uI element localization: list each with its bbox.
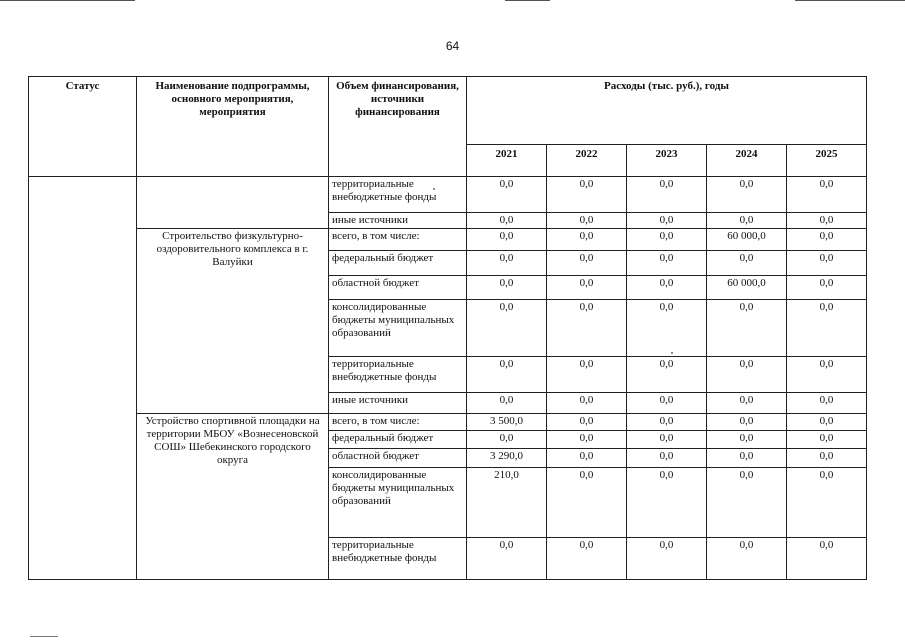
measure-name: Строительство физкультурно-оздоровительного комплекса в г. Валуйки — [137, 229, 329, 414]
source-cell: всего, в том числе: — [329, 229, 467, 251]
value-cell: 0,0 — [627, 449, 707, 468]
scan-top-rule — [0, 0, 135, 1]
value-cell: 0,0 — [707, 177, 787, 213]
value-cell: 0,0 — [787, 449, 867, 468]
value-cell: 0,0 — [787, 276, 867, 300]
source-cell: иные источники — [329, 213, 467, 229]
value-cell: 0,0 — [787, 177, 867, 213]
source-cell: территориальные внебюджетные фонды — [329, 177, 467, 213]
page-number: 64 — [445, 39, 460, 53]
value-cell: 0,0 — [547, 300, 627, 357]
value-cell: 0,0 — [627, 213, 707, 229]
value-cell: 0,0 — [627, 431, 707, 449]
header-year: 2024 — [707, 145, 787, 177]
value-cell: 0,0 — [707, 393, 787, 414]
value-cell: 0,0 — [547, 229, 627, 251]
table-row — [29, 414, 867, 431]
value-cell: 0,0 — [627, 357, 707, 393]
value-cell: 0,0 — [787, 357, 867, 393]
value-cell: 0,0 — [627, 276, 707, 300]
scan-top-rule — [505, 0, 550, 1]
value-cell: 0,0 — [547, 468, 627, 538]
source-cell: федеральный бюджет — [329, 251, 467, 276]
value-cell: 0,0 — [467, 431, 547, 449]
scan-top-rule — [795, 0, 905, 1]
value-cell: 0,0 — [467, 300, 547, 357]
value-cell: 0,0 — [787, 538, 867, 580]
header-volume: Объем финансирования, источники финансирования — [329, 77, 467, 177]
header-name: Наименование подпрограммы, основного мероприятия, мероприятия — [137, 77, 329, 177]
source-cell: всего, в том числе: — [329, 414, 467, 431]
header-year: 2022 — [547, 145, 627, 177]
scan-speck — [433, 188, 435, 190]
value-cell: 60 000,0 — [707, 229, 787, 251]
value-cell: 0,0 — [547, 414, 627, 431]
value-cell: 0,0 — [467, 276, 547, 300]
value-cell: 0,0 — [627, 393, 707, 414]
value-cell: 0,0 — [627, 251, 707, 276]
source-cell: территориальные внебюджетные фонды — [329, 357, 467, 393]
value-cell: 0,0 — [707, 357, 787, 393]
value-cell: 0,0 — [787, 229, 867, 251]
value-cell: 0,0 — [787, 393, 867, 414]
value-cell: 0,0 — [787, 213, 867, 229]
header-year: 2025 — [787, 145, 867, 177]
value-cell: 0,0 — [707, 213, 787, 229]
header-year: 2023 — [627, 145, 707, 177]
table-row — [29, 229, 867, 251]
source-cell: областной бюджет — [329, 276, 467, 300]
value-cell: 0,0 — [467, 251, 547, 276]
value-cell: 0,0 — [707, 300, 787, 357]
value-cell: 0,0 — [547, 431, 627, 449]
value-cell: 0,0 — [547, 251, 627, 276]
table-row — [29, 177, 867, 213]
value-cell: 0,0 — [467, 229, 547, 251]
value-cell: 0,0 — [547, 357, 627, 393]
value-cell: 0,0 — [467, 393, 547, 414]
value-cell: 0,0 — [787, 251, 867, 276]
value-cell: 0,0 — [467, 213, 547, 229]
value-cell: 0,0 — [787, 300, 867, 357]
source-cell: консолидированные бюджеты муниципальных образований — [329, 468, 467, 538]
value-cell: 0,0 — [467, 177, 547, 213]
value-cell: 0,0 — [787, 468, 867, 538]
value-cell: 0,0 — [547, 213, 627, 229]
value-cell: 0,0 — [627, 300, 707, 357]
value-cell: 0,0 — [787, 414, 867, 431]
value-cell: 0,0 — [627, 229, 707, 251]
source-cell: иные источники — [329, 393, 467, 414]
value-cell: 0,0 — [707, 414, 787, 431]
value-cell: 0,0 — [547, 449, 627, 468]
source-cell: территориальные внебюджетные фонды — [329, 538, 467, 580]
value-cell: 0,0 — [627, 414, 707, 431]
value-cell: 0,0 — [707, 251, 787, 276]
scan-corner-mark — [30, 636, 58, 637]
financing-table — [28, 76, 867, 580]
status-cell — [29, 177, 137, 580]
value-cell: 0,0 — [627, 177, 707, 213]
value-cell: 0,0 — [467, 538, 547, 580]
value-cell: 0,0 — [547, 177, 627, 213]
source-cell: консолидированные бюджеты муниципальных образований — [329, 300, 467, 357]
value-cell: 3 290,0 — [467, 449, 547, 468]
value-cell: 0,0 — [467, 357, 547, 393]
header-year: 2021 — [467, 145, 547, 177]
measure-name — [137, 177, 329, 229]
header-expenses: Расходы (тыс. руб.), годы — [467, 77, 867, 145]
value-cell: 0,0 — [547, 276, 627, 300]
value-cell: 0,0 — [707, 449, 787, 468]
value-cell: 0,0 — [707, 431, 787, 449]
value-cell: 0,0 — [547, 538, 627, 580]
value-cell: 60 000,0 — [707, 276, 787, 300]
value-cell: 210,0 — [467, 468, 547, 538]
value-cell: 0,0 — [627, 468, 707, 538]
value-cell: 0,0 — [547, 393, 627, 414]
measure-name: Устройство спортивной площадки на территории МБОУ «Вознесеновской СОШ» Шебекинского городского округа — [137, 414, 329, 580]
value-cell: 3 500,0 — [467, 414, 547, 431]
scan-speck — [671, 352, 673, 354]
header-status: Статус — [29, 77, 137, 177]
source-cell: областной бюджет — [329, 449, 467, 468]
value-cell: 0,0 — [707, 538, 787, 580]
source-cell: федеральный бюджет — [329, 431, 467, 449]
value-cell: 0,0 — [627, 538, 707, 580]
value-cell: 0,0 — [787, 431, 867, 449]
value-cell: 0,0 — [707, 468, 787, 538]
